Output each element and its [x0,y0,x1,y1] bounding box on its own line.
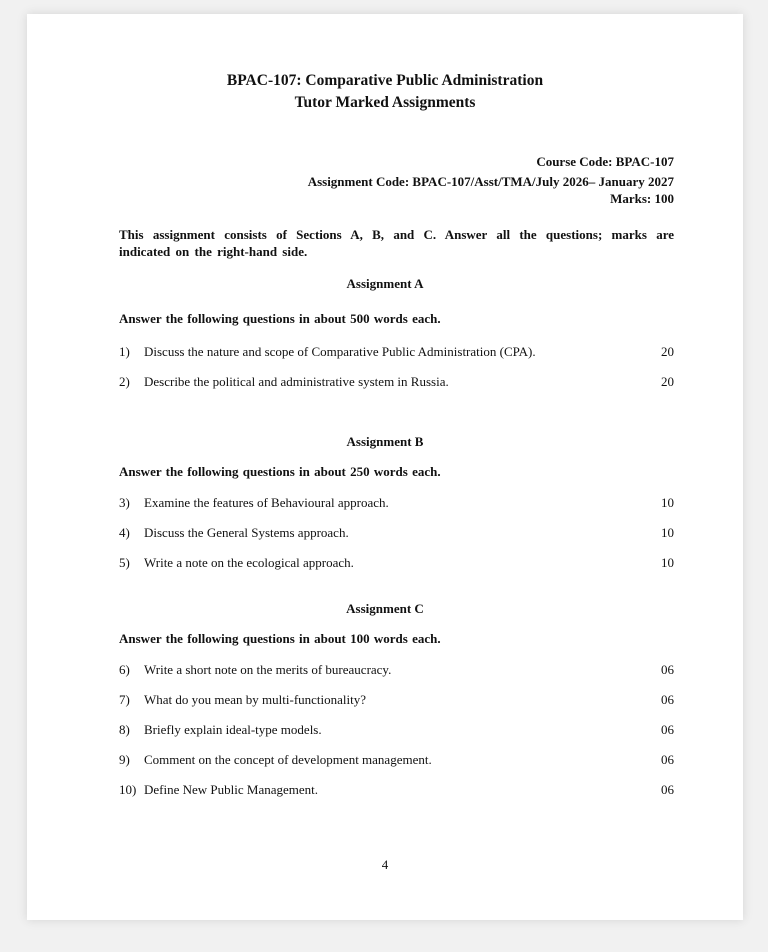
question-number: 3) [119,495,130,510]
section-heading-c: Assignment C [346,601,424,616]
question-row [119,555,674,573]
question-number: 8) [119,722,130,737]
question-marks: 06 [661,692,674,707]
question-row [119,495,674,513]
page-number: 4 [381,857,389,872]
total-marks: Marks: 100 [610,191,674,206]
document-page [27,14,743,920]
course-code: Course Code: BPAC-107 [536,154,674,169]
question-text: Write a short note on the merits of bureaucracy. [144,662,392,677]
intro-text: This assignment consists of Sections A, B, and C. Answer all the questions; marks are indicated on the right-hand side. [119,227,674,259]
question-marks: 20 [661,344,674,359]
question-number: 1) [119,344,130,359]
question-row [119,722,674,740]
question-marks: 10 [661,555,674,570]
question-marks: 06 [661,722,674,737]
question-row [119,692,674,710]
question-marks: 06 [661,782,674,797]
question-text: Discuss the nature and scope of Comparative Public Administration (CPA). [144,344,536,359]
question-text: Write a note on the ecological approach. [144,555,354,570]
question-text: Examine the features of Behavioural approach. [144,495,389,510]
question-marks: 06 [661,752,674,767]
question-number: 6) [119,662,130,677]
question-number: 4) [119,525,130,540]
question-marks: 10 [661,495,674,510]
question-row [119,374,674,392]
question-marks: 06 [661,662,674,677]
question-number: 2) [119,374,130,389]
question-number: 5) [119,555,130,570]
question-row [119,752,674,770]
question-text: What do you mean by multi-functionality? [144,692,367,707]
question-marks: 20 [661,374,674,389]
question-number: 10) [119,782,137,797]
section-instruction-c: Answer the following questions in about 100 words each. [119,631,441,646]
document-subtitle: Tutor Marked Assignments [294,94,476,111]
question-row [119,525,674,543]
question-text: Briefly explain ideal-type models. [144,722,322,737]
question-text: Discuss the General Systems approach. [144,525,349,540]
question-text: Comment on the concept of development management. [144,752,432,767]
question-row [119,662,674,680]
question-number: 7) [119,692,130,707]
question-number: 9) [119,752,130,767]
question-row [119,782,674,800]
section-instruction-b: Answer the following questions in about 250 words each. [119,464,441,479]
question-row [119,344,674,362]
question-text: Describe the political and administrative system in Russia. [144,374,449,389]
question-marks: 10 [661,525,674,540]
section-heading-b: Assignment B [346,434,424,449]
section-instruction-a: Answer the following questions in about 500 words each. [119,311,441,326]
document-title: BPAC-107: Comparative Public Administration [226,72,544,89]
question-text: Define New Public Management. [144,782,319,797]
section-heading-a: Assignment A [346,276,424,291]
assignment-code: Assignment Code: BPAC-107/Asst/TMA/July 2026– January 2027 [307,174,674,189]
